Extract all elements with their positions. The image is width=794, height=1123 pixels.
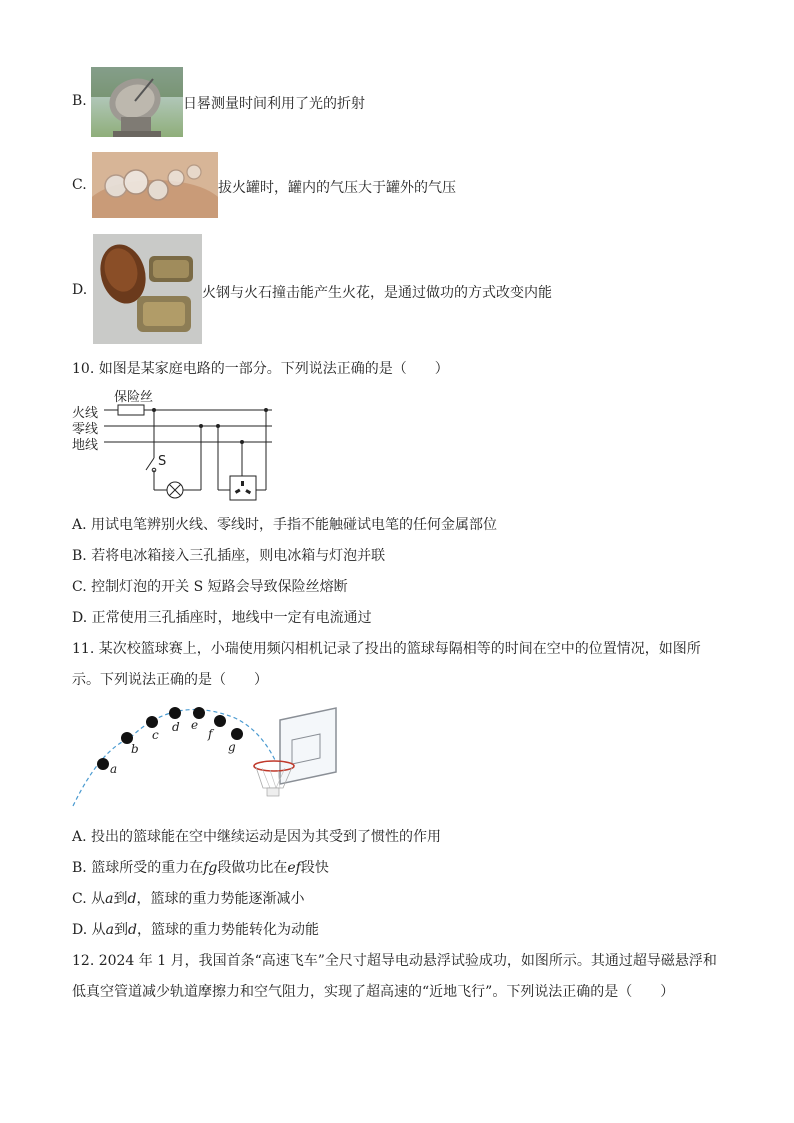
household-circuit-diagram bbox=[70, 386, 280, 501]
q11-option-a: A. 投出的篮球能在空中继续运动是因为其受到了惯性的作用 bbox=[72, 829, 442, 845]
question-10-stem: 10. 如图是某家庭电路的一部分。下列说法正确的是（ ） bbox=[72, 361, 449, 377]
ball-label-a: a bbox=[110, 762, 118, 776]
ball-label-b: b bbox=[131, 742, 139, 756]
option-d-letter: D. bbox=[72, 282, 88, 298]
ball-label-c: c bbox=[152, 728, 159, 742]
ball-c bbox=[146, 716, 158, 728]
flint-steel-photo bbox=[93, 234, 202, 344]
ball-g bbox=[231, 728, 243, 740]
ball-label-d: d bbox=[172, 720, 180, 734]
ball-a bbox=[97, 758, 109, 770]
neutral-wire-label: 零线 bbox=[72, 422, 99, 437]
fuse-label: 保险丝 bbox=[114, 390, 154, 405]
ball-f bbox=[214, 715, 226, 727]
basketball-trajectory-diagram bbox=[70, 700, 345, 812]
option-b-letter: B. bbox=[72, 93, 87, 109]
basketball-hoop bbox=[254, 708, 336, 796]
option-b-text: 日晷测量时间利用了光的折射 bbox=[183, 96, 365, 112]
question-12-stem-line1: 12. 2024 年 1 月，我国首条“高速飞车”全尺寸超导电动悬浮试验成功，如图所示。其通过超导磁悬浮和 bbox=[72, 953, 717, 969]
ball-label-e: e bbox=[191, 718, 199, 732]
option-c-text-visible: 拔火罐时，罐内的气压大于罐外的气压 bbox=[218, 180, 456, 196]
three-hole-socket-symbol bbox=[230, 476, 256, 500]
live-wire-label: 火线 bbox=[72, 406, 99, 421]
option-c-letter: C. bbox=[72, 177, 87, 193]
fuse-symbol bbox=[118, 405, 144, 415]
question-11-stem-line1: 11. 某次校篮球赛上，小瑞使用频闪相机记录了投出的篮球每隔相等的时间在空中的位置情况，如图所 bbox=[72, 641, 701, 657]
q10-option-a: A. 用试电笔辨别火线、零线时，手指不能触碰试电笔的任何金属部位 bbox=[72, 517, 498, 533]
ball-label-f: f bbox=[208, 727, 213, 741]
q11-option-c: C. 从a到d，篮球的重力势能逐渐减小 bbox=[72, 891, 305, 907]
question-11-stem-line2: 示。下列说法正确的是（ ） bbox=[72, 672, 268, 688]
switch-s-label: S bbox=[158, 454, 167, 469]
question-12-stem-line2: 低真空管道减少轨道摩擦力和空气阻力，实现了超高速的“近地飞行”。下列说法正确的是（ ） bbox=[72, 984, 675, 1000]
q10-option-b: B. 若将电冰箱接入三孔插座，则电冰箱与灯泡并联 bbox=[72, 548, 386, 564]
q10-option-d: D. 正常使用三孔插座时，地线中一定有电流通过 bbox=[72, 610, 372, 626]
sundial-photo bbox=[91, 67, 183, 137]
ground-wire-label: 地线 bbox=[72, 438, 99, 453]
q11-option-d: D. 从a到d，篮球的重力势能转化为动能 bbox=[72, 922, 319, 938]
ball-label-g: g bbox=[228, 740, 236, 754]
q11-option-b: B. 篮球所受的重力在fg段做功比在ef段快 bbox=[72, 860, 329, 876]
option-d-text: 火钢与火石撞击能产生火花，是通过做功的方式改变内能 bbox=[202, 285, 552, 301]
cupping-photo bbox=[92, 152, 218, 218]
q10-option-c: C. 控制灯泡的开关 S 短路会导致保险丝熔断 bbox=[72, 579, 348, 595]
ball-d bbox=[169, 707, 181, 719]
